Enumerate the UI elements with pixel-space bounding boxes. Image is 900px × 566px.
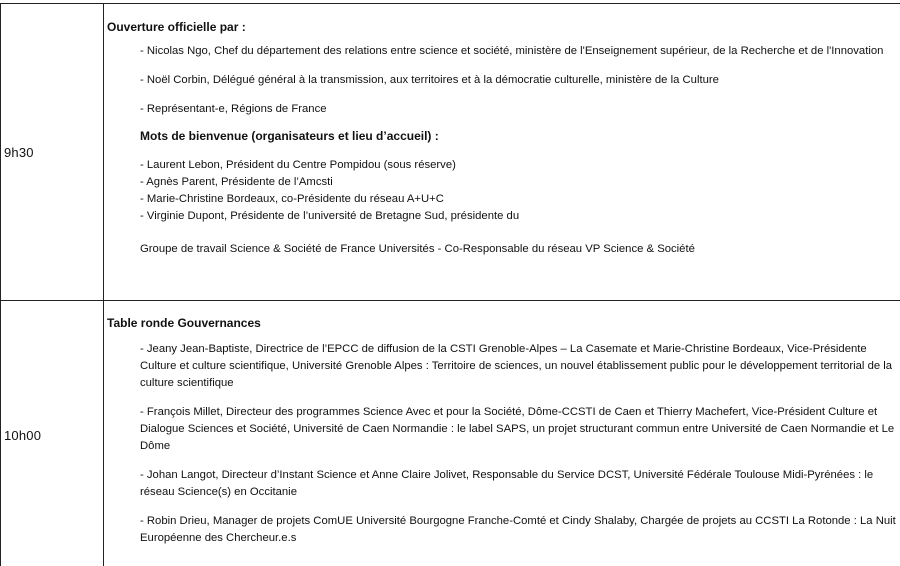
table-row <box>0 301 900 566</box>
content-cell <box>104 301 900 566</box>
time-cell <box>1 301 104 566</box>
content-cell <box>104 4 900 300</box>
list-item: - Agnès Parent, Présidente de l’Amcsti <box>140 176 333 188</box>
list-item: - Laurent Lebon, Président du Centre Pompidou (sous réserve) <box>140 159 456 171</box>
welcome-heading: Mots de bienvenue (organisateurs et lieu d’accueil) : <box>140 129 439 143</box>
time-label: 10h00 <box>4 427 42 443</box>
time-cell <box>1 4 104 300</box>
list-item: - Marie-Christine Bordeaux, co-Présidente du réseau A+U+C <box>140 193 444 205</box>
table-row <box>0 4 900 301</box>
closing-text: Groupe de travail Science & Société de France Universités - Co-Responsable du réseau VP Science & Société <box>140 243 695 255</box>
list-item: - Noël Corbin, Délégué général à la transmission, aux territoires et à la démocratie culturelle, ministère de la Culture <box>140 74 719 86</box>
list-item: - Robin Drieu, Manager de projets ComUE Université Bourgogne Franche-Comté et Cindy Shalaby, Chargée de projets au CCSTI La Rotonde : La Nuit Européenne des Chercheur.e.s <box>140 515 896 544</box>
list-item: - Virginie Dupont, Présidente de l’université de Bretagne Sud, présidente du <box>140 210 520 222</box>
list-item: - Représentant-e, Régions de France <box>140 103 327 115</box>
time-label: 9h30 <box>4 144 34 160</box>
section-title: Table ronde Gouvernances <box>107 316 261 330</box>
section-title: Ouverture officielle par : <box>107 20 246 34</box>
list-item: - François Millet, Directeur des programmes Science Avec et pour la Société, Dôme-CCSTI de Caen et Thierry Machefert, Vice-Président Culture et Dialogue Sciences et Société, Université de Caen Normandie : le label SAPS, un projet structurant commun entre Université de Caen Normandie et Le Dôme <box>140 406 895 452</box>
list-item: - Jeany Jean-Baptiste, Directrice de l’EPCC de diffusion de la CSTI Grenoble-Alpes – La Casemate et Marie-Christine Bordeaux, Vice-Présidente Culture et culture scientifique, Université Grenoble Alpes : Territoire de sciences, un nouvel établissement public pour le développement territorial de la culture scientifique <box>140 343 893 389</box>
list-item: - Nicolas Ngo, Chef du département des relations entre science et société, ministère de l'Enseignement supérieur, de la Recherche et de l'Innovation <box>140 45 884 57</box>
list-item: - Johan Langot, Directeur d’Instant Science et Anne Claire Jolivet, Responsable du Service DCST, Université Fédérale Toulouse Midi-Pyrénées : le réseau Science(s) en Occitanie <box>140 469 874 498</box>
program-table <box>0 3 900 566</box>
